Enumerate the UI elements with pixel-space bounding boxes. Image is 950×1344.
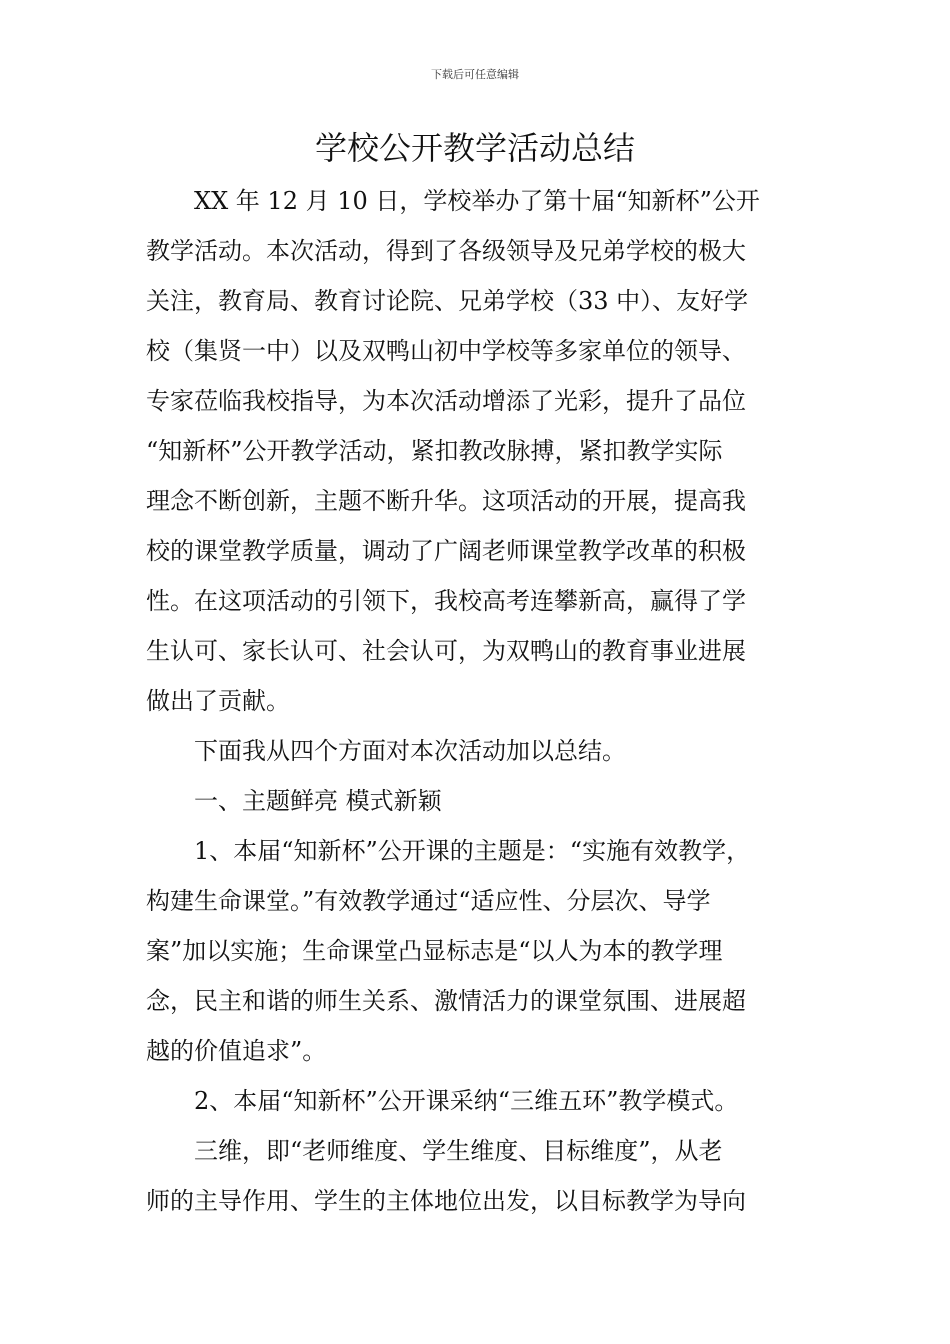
body-line: 案”加以实施；生命课堂凸显标志是“以人为本的教学理 bbox=[146, 937, 723, 965]
body-line: 专家莅临我校指导，为本次活动增添了光彩，提升了品位 bbox=[146, 387, 746, 415]
section-heading: 一、主题鲜亮 模式新颖 bbox=[146, 787, 442, 815]
body-line: 校的课堂教学质量，调动了广阔老师课堂教学改革的积极 bbox=[146, 537, 746, 565]
body-line: 关注，教育局、教育讨论院、兄弟学校（33 中）、友好学 bbox=[146, 287, 749, 315]
body-line: XX 年 12 月 10 日，学校举办了第十届“知新杯”公开 bbox=[146, 187, 760, 215]
body-line: 校（集贤一中）以及双鸭山初中学校等多家单位的领导、 bbox=[146, 337, 746, 365]
body-line: 构建生命课堂。”有效教学通过“适应性、分层次、导学 bbox=[146, 887, 711, 915]
document-body bbox=[146, 176, 810, 1226]
body-line: 下面我从四个方面对本次活动加以总结。 bbox=[146, 737, 626, 765]
body-line: 三维，即“老师维度、学生维度、目标维度”，从老 bbox=[146, 1137, 723, 1165]
body-line: 越的价值追求”。 bbox=[146, 1037, 327, 1065]
body-line: 念，民主和谐的师生关系、激情活力的课堂氛围、进展超 bbox=[146, 987, 746, 1015]
body-line: 性。在这项活动的引领下，我校高考连攀新高，赢得了学 bbox=[146, 587, 746, 615]
body-line: 理念不断创新，主题不断升华。这项活动的开展，提高我 bbox=[146, 487, 746, 515]
body-line: “知新杯”公开教学活动，紧扣教改脉搏，紧扣教学实际 bbox=[146, 437, 723, 465]
body-line: 2、本届“知新杯”公开课采纳“三维五环”教学模式。 bbox=[146, 1087, 739, 1115]
header-note: 下载后可任意编辑 bbox=[431, 68, 519, 81]
body-line: 做出了贡献。 bbox=[146, 687, 290, 715]
body-line: 1、本届“知新杯”公开课的主题是：“实施有效教学， bbox=[146, 837, 751, 865]
body-line: 教学活动。本次活动，得到了各级领导及兄弟学校的极大 bbox=[146, 237, 746, 265]
document-title: 学校公开教学活动总结 bbox=[314, 129, 635, 167]
body-line: 师的主导作用、学生的主体地位出发，以目标教学为导向 bbox=[146, 1187, 746, 1215]
body-line: 生认可、家长认可、社会认可，为双鸭山的教育事业进展 bbox=[146, 637, 746, 665]
